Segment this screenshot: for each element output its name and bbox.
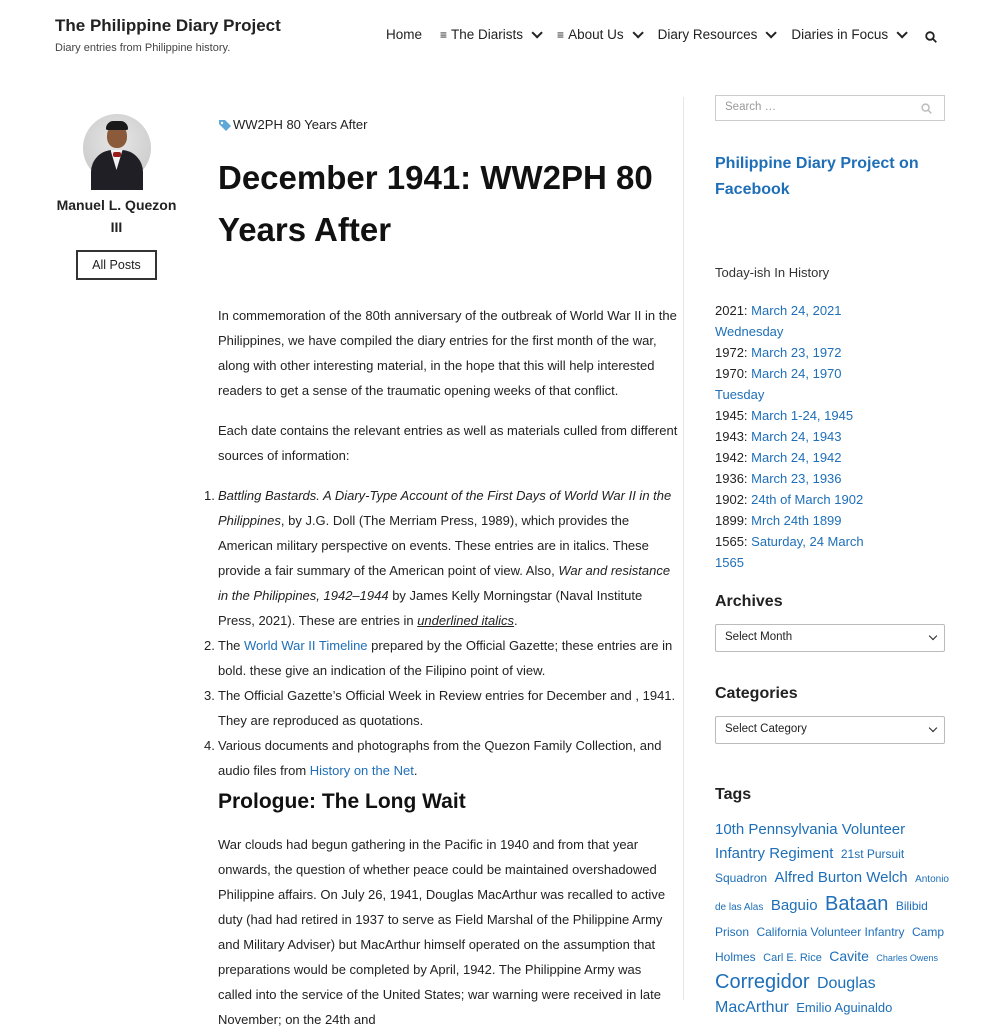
nav-diaries-in-focus[interactable] [791, 27, 904, 42]
history-item [715, 426, 875, 447]
history-heading: Today-ish In History [715, 265, 830, 280]
list-text: , by J.G. Doll (The Merriam Press, 1989), which provides the American military perspective on events. These entries are in italics. These provide a fair summary of the American point of view. Also, [218, 513, 649, 578]
tag-icon [218, 118, 232, 132]
author-box [55, 114, 178, 280]
nav-about-us[interactable] [557, 27, 640, 42]
search-icon[interactable] [921, 103, 932, 114]
chevron-down-icon [929, 724, 937, 732]
intro-paragraph: In commemoration of the 80th anniversary of the outbreak of World War II in the Philippines, we have compiled the diary entries for the first month of the war, along with other interesting material, in the hope that this will help interested readers to get a sense of the traumatic opening weeks of that conflict. [218, 308, 677, 398]
tag-link[interactable]: Emilio Aguinaldo [796, 1000, 893, 1015]
search-icon[interactable] [925, 31, 937, 43]
history-item [715, 468, 875, 489]
list-text: The [218, 638, 245, 653]
tag-link[interactable]: Antonio de las Alas [715, 874, 949, 913]
chevron-down-icon[interactable] [897, 27, 908, 38]
all-posts-button[interactable]: All Posts [76, 250, 157, 280]
post-title: December 1941: WW2PH 80 Years After [218, 159, 653, 248]
list-text: The Official Gazette’s Official Week in Review entries for December and , 1941. They are reproduced as quotations. [218, 688, 676, 728]
history-item [715, 489, 875, 510]
sources-list [218, 483, 678, 783]
history-link[interactable]: March 23, 1936 [751, 471, 842, 486]
list-item [218, 733, 678, 783]
nav-the-diarists[interactable] [440, 27, 539, 42]
search-input[interactable] [715, 95, 945, 121]
history-year: 1565: [715, 534, 748, 549]
history-link[interactable]: 1565 [715, 555, 744, 570]
tag-link[interactable]: Cavite [829, 948, 869, 964]
prologue-paragraph: War clouds had begun gathering in the Pacific in 1940 and from that year onwards, the question of whether peace could be maintained overshadowed Philippine affairs. On July 26, 1941, Douglas MacArthur was recalled to active duty (had had retired in 1937 to serve as Field Marshal of the Philippine Army and Military Adviser) but MacArthur himself operated on the assumption that preparations would be completed by April, 1942. The Philippine Army was called into the service of the United States; war warning were received in late November; on the 24th and [218, 837, 666, 1027]
nav-label: Diaries in Focus [791, 27, 889, 42]
history-year: 1945: [715, 408, 748, 423]
main-nav [386, 27, 940, 42]
tag-link[interactable]: Charles Owens [876, 953, 938, 963]
nav-label: The Diarists [451, 27, 524, 42]
history-year: 1936: [715, 471, 748, 486]
post-body [218, 303, 678, 1032]
list-text: . [413, 763, 418, 778]
facebook-link[interactable]: Philippine Diary Project on Facebook [715, 155, 919, 198]
list-text: by James Kelly Morningstar (Naval Institute Press, 2021). These are entries in [218, 588, 643, 628]
tag-link[interactable]: Baguio [770, 897, 818, 914]
category-label: WW2PH 80 Years After [233, 117, 368, 132]
nav-label: Diary Resources [657, 27, 758, 42]
book-title: Battling Bastards. A Diary-Type Account of the First Days of World War II in the Philippines [218, 488, 672, 528]
categories-select[interactable] [715, 716, 945, 744]
select-value: Select Category [725, 723, 807, 735]
history-link[interactable]: Mrch 24th 1899 [751, 513, 842, 528]
history-year: 1943: [715, 429, 748, 444]
post-category[interactable] [218, 117, 367, 132]
archives-select[interactable] [715, 624, 945, 652]
history-year: 1942: [715, 450, 748, 465]
tag-link[interactable]: Carl E. Rice [763, 952, 822, 964]
history-link[interactable]: March 24, 1942 [751, 450, 842, 465]
book-title: War and resistance in the Philippines, 1942–1944 [218, 563, 671, 603]
history-item [715, 447, 875, 468]
history-link[interactable]: Tuesday [715, 387, 765, 402]
site-tagline: Diary entries from Philippine history. [55, 42, 231, 54]
tag-link[interactable]: Corregidor [715, 971, 810, 993]
chevron-down-icon[interactable] [532, 27, 543, 38]
tag-link[interactable]: California Volunteer Infantry [756, 925, 905, 939]
nav-label: Home [386, 27, 423, 42]
nav-diary-resources[interactable] [658, 27, 774, 42]
column-divider [683, 97, 684, 1000]
tag-link[interactable]: 21st Pursuit Squadron [715, 847, 905, 885]
history-item [715, 300, 875, 342]
history-year: 2021: [715, 303, 748, 318]
avatar[interactable] [83, 114, 151, 182]
history-link[interactable]: Wednesday [715, 324, 784, 339]
tag-link[interactable]: Alfred Burton Welch [774, 869, 908, 886]
history-item [715, 510, 875, 531]
history-link[interactable]: 24th of March 1902 [751, 492, 864, 507]
list-item [218, 633, 678, 683]
tag-link[interactable]: Bataan [825, 893, 889, 915]
author-name[interactable]: Manuel L. Quezon III [56, 197, 177, 235]
tags-title: Tags [715, 786, 752, 803]
history-year: 1902: [715, 492, 748, 507]
site-title[interactable]: The Philippine Diary Project [55, 16, 281, 35]
chevron-down-icon[interactable] [632, 27, 643, 38]
tag-link[interactable]: Bilibid Prison [715, 899, 928, 939]
history-link[interactable]: Saturday, 24 March [751, 534, 864, 549]
tag-link[interactable]: Douglas MacArthur [715, 975, 876, 1016]
prologue-heading: Prologue: The Long Wait [218, 790, 466, 813]
tag-link[interactable]: Camp Holmes [715, 925, 945, 964]
list-text: Various documents and photographs from the Quezon Family Collection, and audio files from [218, 738, 662, 778]
history-list [715, 300, 875, 573]
history-year: 1970: [715, 366, 748, 381]
tag-link[interactable]: 10th Pennsylvania Volunteer Infantry Regiment [715, 821, 906, 862]
tag-cloud [715, 818, 950, 1020]
list-item [218, 683, 678, 733]
ww2-timeline-link[interactable]: World War II Timeline [244, 638, 368, 653]
sources-paragraph: Each date contains the relevant entries as well as materials culled from different sources of information: [218, 423, 678, 463]
list-item [218, 483, 678, 633]
menu-icon: ≡ [557, 27, 565, 42]
history-link[interactable]: March 24, 1943 [751, 429, 842, 444]
nav-label: About Us [568, 27, 624, 42]
history-item [715, 531, 875, 573]
history-year: 1899: [715, 513, 748, 528]
menu-icon: ≡ [440, 27, 448, 42]
history-on-the-net-link[interactable]: History on the Net [309, 763, 414, 778]
chevron-down-icon[interactable] [766, 27, 777, 38]
list-text: . [514, 613, 518, 628]
history-year: 1972: [715, 345, 748, 360]
archives-title: Archives [715, 593, 783, 610]
history-link[interactable]: March 1-24, 1945 [751, 408, 854, 423]
search-placeholder: Search … [725, 101, 777, 113]
nav-home[interactable] [386, 27, 422, 42]
history-item [715, 363, 875, 405]
categories-title: Categories [715, 685, 798, 702]
history-link[interactable]: March 24, 2021 [751, 303, 842, 318]
select-value: Select Month [725, 631, 793, 643]
history-link[interactable]: March 23, 1972 [751, 345, 842, 360]
chevron-down-icon [929, 632, 937, 640]
history-item [715, 405, 875, 426]
history-link[interactable]: March 24, 1970 [751, 366, 842, 381]
history-item [715, 342, 875, 363]
underlined-italics: underlined italics [417, 613, 515, 628]
list-text: prepared by the Official Gazette; these entries are in bold. these give an indication of the Filipino point of view. [218, 638, 673, 678]
